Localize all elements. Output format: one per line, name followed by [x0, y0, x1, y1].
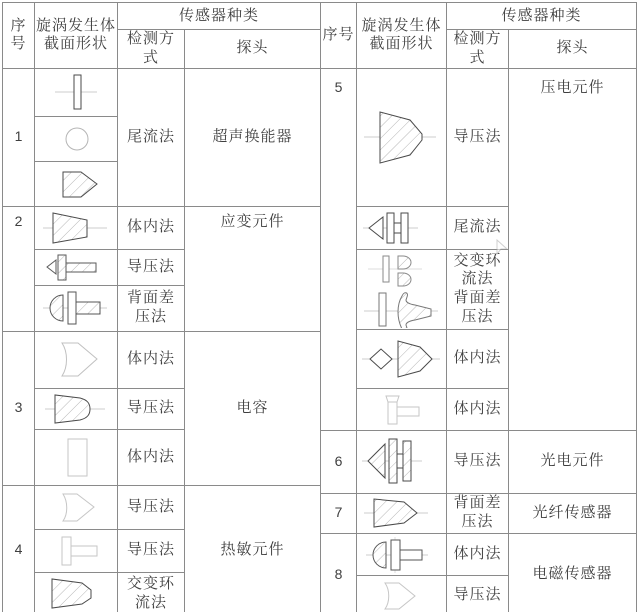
shape-cell: [35, 331, 118, 388]
seq-cell: 8: [321, 533, 357, 612]
seq-cell: 3: [3, 331, 35, 485]
header-method: 检测方式: [118, 30, 185, 69]
right-table: [320, 2, 637, 612]
method-cell: 尾流法: [118, 68, 185, 206]
shape-cell: [357, 206, 447, 249]
shape-cell: [35, 161, 118, 206]
shape-cell: [35, 572, 118, 612]
circle-icon: [35, 118, 118, 160]
shape-cell: [357, 575, 447, 612]
shape-cell: [35, 206, 118, 249]
method-cell: 导压法: [447, 430, 509, 493]
arrow-tee-hatched-icon: [35, 251, 118, 284]
method-cell: [447, 249, 509, 329]
seq-cell: 4: [3, 485, 35, 612]
method-cell: 背面差压法: [118, 285, 185, 331]
rect-plate-outline-icon: [35, 431, 118, 483]
shape-cell: [35, 116, 118, 161]
method-cell: 导压法: [118, 529, 185, 572]
header-shape-line2: 截面形状: [43, 35, 108, 53]
header-probe: 探头: [185, 30, 321, 69]
shape-cell: [35, 485, 118, 529]
probe-cell: 热敏元件: [185, 485, 321, 612]
seq-cell: 2: [3, 206, 35, 331]
tee-outline-icon: [35, 531, 118, 571]
probe-cell: 电磁传感器: [509, 533, 637, 612]
seq-cell: 7: [321, 493, 357, 533]
shape-cell: [357, 329, 447, 388]
trapezoid-hatched-icon: [358, 70, 446, 204]
trapezoid-hatched-icon: [35, 163, 118, 205]
trapezoid-hatched-icon: [35, 390, 118, 428]
header-shape-line2: 截面形状: [369, 35, 434, 53]
left-table: [2, 2, 321, 612]
method-cell: 体内法: [118, 206, 185, 249]
header-probe: 探头: [509, 30, 637, 69]
header-no: 序号: [3, 3, 35, 69]
shape-cell: [357, 430, 447, 493]
method-cell: 体内法: [118, 429, 185, 485]
header-shape-line1: 旋涡发生体: [361, 16, 442, 34]
shape-cell: [357, 533, 447, 575]
bar-halfdiscs-and-bar-funnel-icon: [358, 251, 446, 328]
method-cell: 导压法: [118, 485, 185, 529]
method-cell: 导压法: [118, 249, 185, 285]
header-shape-line1: 旋涡发生体: [35, 16, 116, 34]
header-sensor: 传感器种类: [447, 3, 637, 30]
method-cell: 体内法: [447, 388, 509, 430]
probe-cell: 光电元件: [509, 430, 637, 493]
method-cell: 尾流法: [447, 206, 509, 249]
header-no: 序号: [321, 3, 357, 69]
shape-cell: [357, 493, 447, 533]
halfdisc-tee-hatched-icon: [35, 287, 118, 330]
halfdisc-tee-icon: [358, 535, 446, 574]
header-sensor: 传感器种类: [118, 3, 321, 30]
method-cell: 体内法: [447, 329, 509, 388]
method-cell: 体内法: [118, 331, 185, 388]
chevron-outline-icon: [35, 333, 118, 386]
method-line2: 背面差压法: [453, 289, 502, 325]
header-shape: [357, 3, 447, 69]
chevron-outline-icon: [35, 487, 118, 528]
flat-plate-icon: [35, 70, 118, 114]
method-cell: 交变环流法: [118, 572, 185, 612]
method-cell: 背面差压法: [447, 493, 509, 533]
shape-cell: [35, 285, 118, 331]
tee-flange-outline-icon: [358, 390, 446, 429]
probe-cell: 电容: [185, 331, 321, 485]
triangle-aitch-hatched-icon: [358, 432, 446, 491]
shape-cell: [357, 68, 447, 206]
trapezoid-hatched-icon: [35, 208, 118, 248]
shape-cell: [357, 388, 447, 430]
chevron-outline-icon: [358, 577, 446, 612]
shape-cell: [35, 249, 118, 285]
seq-cell: 1: [3, 68, 35, 206]
shape-cell: [35, 388, 118, 429]
shape-cell: [357, 249, 447, 329]
shape-cell: [35, 529, 118, 572]
header-method: 检测方式: [447, 30, 509, 69]
method-cell: 导压法: [447, 575, 509, 612]
shape-cell: [35, 429, 118, 485]
header-shape: [35, 3, 118, 69]
method-cell: 导压法: [118, 388, 185, 429]
cursor-artifact: [495, 239, 511, 257]
seq-cell: 6: [321, 430, 357, 493]
trapezoid-hatched-icon: [358, 495, 446, 532]
probe-cell: 压电元件: [509, 68, 637, 430]
probe-cell: 光纤传感器: [509, 493, 637, 533]
probe-cell: 超声换能器: [185, 68, 321, 206]
method-cell: 体内法: [447, 533, 509, 575]
triangle-aitch-icon: [358, 208, 446, 248]
trapezoid-hatched-icon: [35, 574, 118, 612]
shape-cell: [35, 68, 118, 116]
method-cell: 导压法: [447, 68, 509, 206]
seq-cell: 5: [321, 68, 357, 430]
probe-cell: 应变元件: [185, 206, 321, 331]
method-line1: 交变环流法: [453, 251, 502, 288]
diamond-trapezoid-icon: [358, 331, 446, 387]
